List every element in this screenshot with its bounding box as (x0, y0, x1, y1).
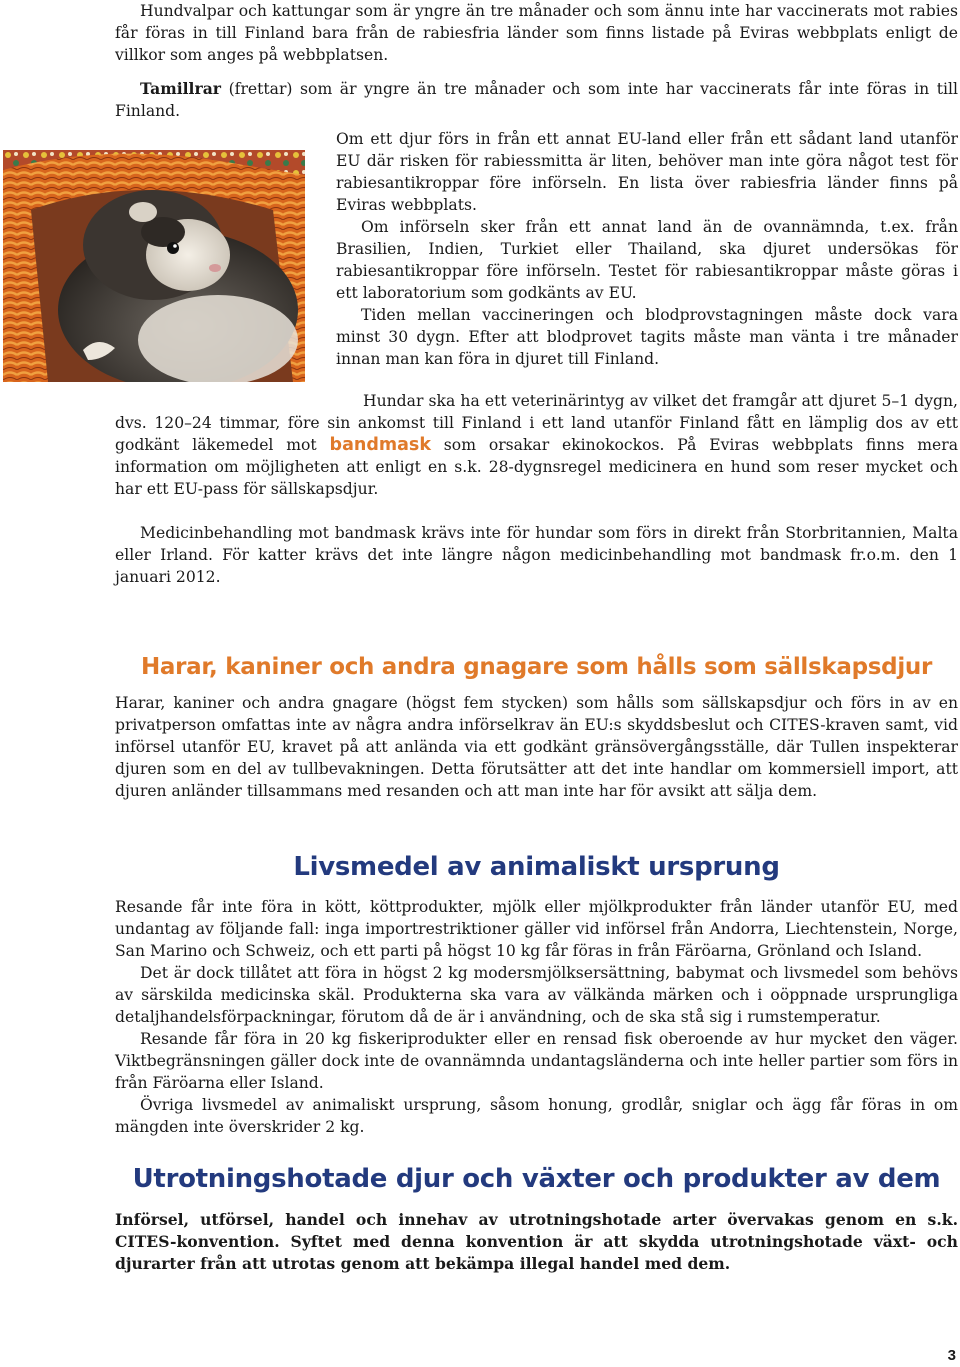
paragraph: Införsel, utförsel, handel och innehav av utrotningshotade arter övervakas genom en s.k. CITES-konvention. Syftet med denna konvention är att skydda utrotningshotade växt- och djurarter från att utrotas genom att bekämpa illegal handel med dem. (115, 1210, 958, 1273)
paragraph-text: (frettar) som är yngre än tre månader och som inte har vaccinerats får inte föras in till Finland. (115, 80, 958, 120)
section-heading: Utrotningshotade djur och växter och produkter av dem (132, 1164, 941, 1194)
paragraph: Resande får inte föra in kött, köttprodukter, mjölk eller mjölkprodukter från länder utanför EU, med undantag av följande fall: inga importrestriktioner gäller vid införsel från Andorra, Liechtenstein, Norge, San Marino och Schweiz, och ett parti på högst 10 kg får föras in från Färöarna, Grönland och Island. (115, 898, 958, 960)
paragraph: Om ett djur förs in från ett annat EU-land eller från ett sådant land utanför EU där risken för rabiessmitta är liten, behöver man inte göra något test för rabiesantikroppar före införseln. En lista över rabiesfria länder finns på Eviras webbplats. (336, 130, 958, 214)
food-section (115, 851, 958, 1138)
paragraph (115, 78, 958, 122)
rabies-details (336, 128, 958, 370)
paragraph: Om införseln sker från ett annat land än de ovannämnda, t.ex. från Brasilien, Indien, Turkiet eller Thailand, ska djuret undersökas för rabiesantikroppar före införseln. Testet för rabiesantikroppar måste göras i ett laboratorium som godkänts av EU. (336, 218, 958, 302)
paragraph: Övriga livsmedel av animaliskt ursprung, såsom honung, grodlår, sniglar och ägg får föras in om mängden inte överskrider 2 kg. (115, 1096, 958, 1136)
rabies-intro (115, 0, 958, 122)
paragraph: Medicinbehandling mot bandmask krävs inte för hundar som förs in direkt från Storbritannien, Malta eller Irland. För katter krävs det inte längre någon medicinbehandling mot bandmask fr.o.m. den 1 januari 2012. (115, 524, 958, 586)
ferret-photo (3, 150, 305, 382)
highlight-term: bandmask (329, 435, 431, 455)
paragraph (115, 390, 958, 500)
section-heading: Harar, kaniner och andra gnagare som hålls som sällskapsdjur (140, 654, 933, 680)
paragraph: Det är dock tillåtet att föra in högst 2 kg modersmjölksersättning, babymat och livsmedel som behövs av särskilda medicinska skäl. Produkterna ska vara av välkända märken och i oöppnade ursprungliga detaljhandelsförpackningar, förutom då de är i användning, och de ska stå sig i rumstemperatur. (115, 964, 958, 1026)
cites-section (95, 1163, 960, 1275)
paragraph: Harar, kaniner och andra gnagare (högst fem stycken) som hålls som sällskapsdjur och förs in av en privatperson omfattas inte av några andra införselkrav än EU:s skyddsbeslut och CITES-kraven samt, vid införsel utanför EU, kravet på att anlända via ett godkänt gränsövergångsställe, där Tullen inspekterar djuren som en del av tullbevakningen. Detta förutsätter att det inte handlar om kommersiell import, att djuren anländer tillsammans med resanden och att man inte har för avsikt att sälja dem. (115, 694, 958, 800)
paragraph-text: som orsakar ekinokockos. På Eviras webbplats finns mera information om möjligheten att enligt en s.k. 28-dygnsregel medicinera en hund som reser mycket och har ett EU-pass för sällskapsdjur. (115, 436, 958, 498)
tapeworm-section (115, 390, 958, 588)
paragraph-text: Hundar ska ha ett veterinärintyg av vilket det framgår att djuret 5–1 dygn, dvs. 120–24 timmar, före sin ankomst till Finland i ett land utanför Finland fått en lämplig dos av ett godkänt läkemedel mot (115, 392, 958, 454)
section-heading: Livsmedel av animaliskt ursprung (293, 852, 780, 882)
paragraph: Tiden mellan vaccineringen och blodprovstagningen måste dock vara minst 30 dygn. Efter att blodprovet tagits måste man vänta i tre månader innan man kan föra in djuret till Finland. (336, 306, 958, 368)
paragraph: Hundvalpar och kattungar som är yngre än tre månader och som ännu inte har vaccinerats mot rabies får föras in till Finland bara från de rabiesfria länder som finns listade på Eviras webbplats enligt de villkor som anges på webbplatsen. (115, 2, 958, 64)
rodents-section (115, 652, 958, 802)
page-number: 3 (947, 1347, 956, 1364)
paragraph: Resande får föra in 20 kg fiskeriprodukter eller en rensad fisk oberoende av hur mycket den väger. Viktbegränsningen gäller dock inte de ovannämnda undantagsländerna och inte heller partier som förs in från Färöarna eller Island. (115, 1030, 958, 1092)
bold-term: Tamillrar (140, 79, 222, 98)
